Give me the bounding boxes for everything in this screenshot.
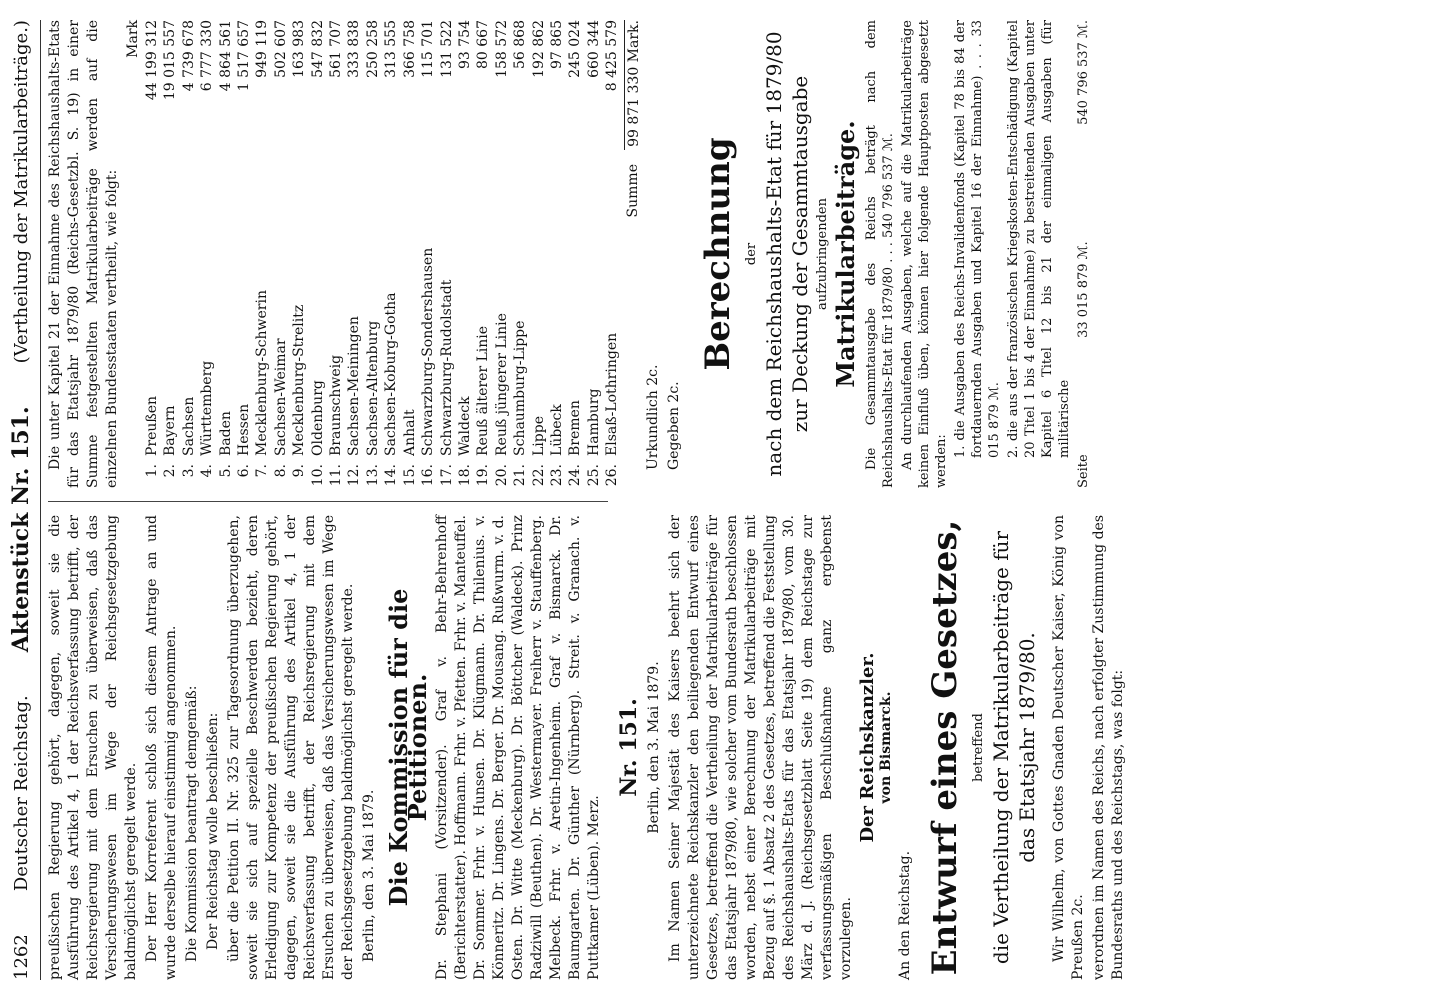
calc-seite-left: 33 015 879 ℳ. xyxy=(1075,241,1091,338)
calc-seite-row xyxy=(1075,20,1092,488)
distribution-table xyxy=(143,20,622,488)
draft-subject: die Vertheilung der Matrikularbeiträge für das Etatsjahr 1879/80. xyxy=(989,530,1039,965)
calculation-line-1: nach dem Reichshaushalts-Etat für 1879/80 xyxy=(761,31,786,477)
signature-title: Der Reichskanzler. xyxy=(857,652,878,843)
distribution-state: Sachsen xyxy=(180,396,197,456)
distribution-value: 19 015 557 xyxy=(162,20,179,101)
distribution-number: 21. xyxy=(512,464,529,487)
page-header xyxy=(2,20,41,980)
paragraph-korreferent: Der Herr Korreferent schloß sich diesem Antrage an und wurde derselbe hierauf einstimmig angenommen. xyxy=(144,515,179,980)
publication-title: Deutscher Reichstag. xyxy=(10,695,32,892)
sum-label: Summe xyxy=(624,164,641,218)
distribution-number: 24. xyxy=(567,464,584,487)
distribution-state: Braunschweig xyxy=(328,354,345,456)
distribution-value: 115 701 xyxy=(420,20,437,78)
calculation-line-3: aufzubringenden xyxy=(814,198,830,310)
distribution-state: Bayern xyxy=(162,405,179,456)
distribution-value: 158 572 xyxy=(493,20,510,78)
calculation-der: der xyxy=(743,242,759,266)
document-nr-heading: Nr. 151. xyxy=(616,698,642,797)
distribution-intro: Die unter Kapitel 21 der Einnahme des Reichshaushalts-Etats für das Etatsjahr 1879/80 (Reichs-Gesetzbl. S. 19) in einer Summe festgestellten Matrikularbeiträge werden auf die einzelnen Bundesstaaten vertheilt, wie folgt: xyxy=(47,20,120,488)
distribution-number: 3. xyxy=(180,464,197,478)
paragraph-kommission: Die Kommission beantragt demgemäß: xyxy=(184,685,200,962)
distribution-state: Bremen xyxy=(567,400,584,456)
distribution-state: Sachsen-Weimar xyxy=(272,338,289,456)
date-line-1: Berlin, den 3. Mai 1879. xyxy=(361,789,377,962)
distribution-state: Lippe xyxy=(530,416,547,456)
distribution-state: Schaumburg-Lippe xyxy=(512,320,529,456)
distribution-state: Oldenburg xyxy=(309,380,326,456)
distribution-state: Preußen xyxy=(144,395,160,456)
distribution-value: 4 739 678 xyxy=(180,20,197,92)
distribution-value: 56 868 xyxy=(512,20,529,69)
distribution-value: 97 865 xyxy=(548,20,565,69)
distribution-state: Schwarzburg-Sondershausen xyxy=(420,247,437,456)
distribution-number: 14. xyxy=(383,464,400,487)
column-divider xyxy=(48,501,608,502)
left-column xyxy=(46,515,1424,980)
distribution-number: 2. xyxy=(162,464,179,478)
distribution-state: Hessen xyxy=(236,403,253,456)
right-column xyxy=(46,20,1424,488)
draft-betreffend: betreffend xyxy=(971,713,986,782)
distribution-number: 6. xyxy=(236,464,253,478)
distribution-state: Anhalt xyxy=(401,409,418,456)
calc-item-1: 1. die Ausgaben des Reichs-Invalidenfonds (Kapitel 78 bis 84 der fortdauernden Ausgaben und Kapitel 16 der Einnahme) . . . 33 015 879 ℳ. xyxy=(952,20,1002,458)
header-topic: (Vertheilung der Matrikularbeiträge.) xyxy=(10,20,32,364)
calculation-heading: Berechnung xyxy=(697,137,738,371)
date-line-2: Berlin, den 3. Mai 1879. xyxy=(646,661,662,834)
distribution-state: Sachsen-Meiningen xyxy=(346,316,363,456)
cover-letter: Im Namen Seiner Majestät des Kaisers beehrt sich der unterzeichnete Reichskanzler den beiliegenden Entwurf eines Gesetzes, betreffend die Vertheilung der Matrikularbeiträge für das Etatsjahr 1879/80, wie solcher vom Bundesrath beschlossen worden, nebst einer Berechnung der Matrikularbeiträge mit Bezug auf §. 1 Absatz 2 des Gesetzes, betreffend die Feststellung des Reichshaushalts-Etats für das Etatsjahr 1879/80, vom 30. März d. J. (Reichsgesetzblatt Seite 19) dem Reichstage zur verfassungsmäßigen Beschlußnahme ganz ergebenst vorzulegen. xyxy=(667,515,854,980)
distribution-state: Hamburg xyxy=(585,388,602,456)
distribution-value: 250 258 xyxy=(364,20,381,78)
distribution-state: Elsaß-Lothringen xyxy=(604,332,621,456)
calc-item-2: 2. die aus der französischen Kriegskosten-Entschädigung (Kapitel 20 Titel 1 bis 4 der Einnahme) zu bestreitenden Ausgaben unter Kapitel 6 Titel 12 bis 21 der einmaligen Ausgaben (für militärische xyxy=(1005,20,1072,458)
paragraph-beschluss: Der Reichstag wolle beschließen: xyxy=(205,712,221,950)
distribution-value: 6 777 330 xyxy=(199,20,216,92)
paragraph-petition: über die Petition II. Nr. 325 zur Tagesordnung überzugehen, soweit sie sich auf spezielle Beschwerden bezieht, deren Erledigung zur Kompetenz der preußischen Regierung gehört, dagegen, soweit sie die Ausführung des Artikel 4, 1 der Reichsverfassung betrifft, der Reichsregierung mit dem Ersuchen zu überweisen, daß das Versicherungswesen im Wege der Reichsgesetzgebung baldmöglichst geregelt werde. xyxy=(226,515,356,980)
distribution-value: 8 425 579 xyxy=(604,20,621,92)
calc-seite-right: 540 796 537 ℳ. xyxy=(1075,20,1091,125)
commission-heading: Die Kommission für die Petitionen. xyxy=(384,588,432,907)
distribution-number: 7. xyxy=(254,464,271,478)
distribution-number: 11. xyxy=(328,464,345,487)
closing-urkundlich: Urkundlich 2c. xyxy=(644,364,661,470)
distribution-value: 4 864 561 xyxy=(217,20,234,92)
distribution-value: 80 667 xyxy=(475,20,492,69)
distribution-number: 9. xyxy=(291,464,308,478)
distribution-value: 660 344 xyxy=(585,20,602,78)
distribution-state: Württemberg xyxy=(199,360,216,456)
distribution-number: 25. xyxy=(585,464,602,487)
distribution-state: Mecklenburg-Strelitz xyxy=(291,304,308,456)
calc-total: Die Gesammtausgabe des Reichs beträgt nach dem Reichshaushalts-Etat für 1879/80 . . . 540 796 537 ℳ. xyxy=(863,20,896,488)
distribution-value: 949 119 xyxy=(254,20,271,78)
distribution-number: 13. xyxy=(364,464,381,487)
distribution-value: 547 832 xyxy=(309,20,326,78)
distribution-number: 15. xyxy=(401,464,418,487)
distribution-value: 561 707 xyxy=(328,20,345,78)
addressee: An den Reichstag. xyxy=(897,850,913,980)
calc-seite-label: Seite xyxy=(1075,454,1091,488)
distribution-value: 313 555 xyxy=(383,20,400,78)
calc-deductions: An durchlaufenden Ausgaben, welche auf die Matrikularbeiträge keinen Einfluß üben, können hier folgende Hauptposten abgesetzt werden: xyxy=(899,20,949,488)
distribution-state: Waldeck xyxy=(456,396,473,456)
draft-law-heading: Entwurf eines Gesetzes, xyxy=(925,519,965,976)
distribution-value: 245 024 xyxy=(567,20,584,78)
paragraph-continuation: preußischen Regierung gehört, dagegen, soweit sie die Ausführung des Artikel 4, 1 der Reichsverfassung betrifft, der Reichsregierung mit dem Ersuchen zu überweisen, daß das Versicherungswesen im Wege der Reichsgesetzgebung baldmöglichst geregelt werde. xyxy=(47,515,139,980)
distribution-value: 1 517 657 xyxy=(236,20,253,92)
calculation-line-2: zur Deckung der Gesammtausgabe xyxy=(787,75,812,433)
distribution-number: 5. xyxy=(217,464,234,478)
distribution-state: Sachsen-Altenburg xyxy=(364,320,381,456)
distribution-value: 333 838 xyxy=(346,20,363,78)
distribution-value: 93 754 xyxy=(456,20,473,69)
preamble-wilhelm: Wir Wilhelm, von Gottes Gnaden Deutscher Kaiser, König von Preußen 2c. xyxy=(1051,515,1086,980)
distribution-number: 1. xyxy=(144,464,160,478)
distribution-number: 4. xyxy=(199,464,216,478)
distribution-number: 20. xyxy=(493,464,510,487)
distribution-state: Lübeck xyxy=(548,404,565,456)
distribution-state: Reuß älterer Linie xyxy=(475,325,492,456)
closing-gegeben: Gegeben 2c. xyxy=(665,381,682,470)
distribution-value: 366 758 xyxy=(401,20,418,78)
distribution-number: 16. xyxy=(420,464,437,487)
calculation-line-4: Matrikularbeiträge. xyxy=(830,120,860,388)
distribution-state: Sachsen-Koburg-Gotha xyxy=(383,292,400,456)
distribution-value: 163 983 xyxy=(291,20,308,78)
distribution-number: 18. xyxy=(456,464,473,487)
calculation-body xyxy=(863,20,1092,488)
distribution-number: 19. xyxy=(475,464,492,487)
distribution-value: 131 522 xyxy=(438,20,455,78)
distribution-value: 192 862 xyxy=(530,20,547,78)
distribution-state: Mecklenburg-Schwerin xyxy=(254,290,271,456)
distribution-state: Schwarzburg-Rudolstadt xyxy=(438,279,455,456)
distribution-value: 502 607 xyxy=(272,20,289,78)
preamble-verordnen: verordnen im Namen des Reichs, nach erfolgter Zustimmung des Bundesraths und des Reichstags, was folgt: xyxy=(1091,515,1126,980)
distribution-number: 8. xyxy=(272,464,289,478)
distribution-number: 23. xyxy=(548,464,565,487)
commission-members: Dr. Stephani (Vorsitzender). Graf v. Behr-Behrenhoff (Berichterstatter). Hoffmann. Frhr. v. Pfetten. Frhr. v. Manteuffel. Dr. Sommer. Frhr. v. Hunsen. Dr. Klügmann. Dr. Thilenius. v. Könneritz. Dr. Lingens. Dr. Berger. Dr. Mousang. Rußwurm. v. d. Osten. Dr. Witte (Meckenburg). Dr. Böttcher (Waldeck). Prinz Radziwill (Beuthen). Dr. Westermayer. Freiherr v. Stauffenberg. Melbeck. Frhr. v. Aretin-Ingenheim. Graf v. Bismarck. Dr. Baumgarten. Dr. Günther (Nürnberg). Streit. v. Granach. v. Puttkamer (Lüben). Merz. xyxy=(434,515,602,980)
distribution-value: 44 199 312 xyxy=(144,20,160,101)
distribution-number: 26. xyxy=(604,464,621,487)
distribution-number: 12. xyxy=(346,464,363,487)
distribution-sum xyxy=(624,20,644,488)
distribution-number: 10. xyxy=(309,464,326,487)
distribution-number: 22. xyxy=(530,464,547,487)
document-number: Aktenstück Nr. 151. xyxy=(8,406,34,653)
distribution-state: Reuß jüngerer Linie xyxy=(493,313,510,456)
distribution-number: 17. xyxy=(438,464,455,487)
signature-name: von Bismarck. xyxy=(878,691,894,804)
sum-value: 99 871 330 Mark. xyxy=(624,20,644,150)
unit-label: Mark xyxy=(125,20,141,58)
page-number: 1262 xyxy=(10,934,32,980)
distribution-state: Baden xyxy=(217,411,234,456)
